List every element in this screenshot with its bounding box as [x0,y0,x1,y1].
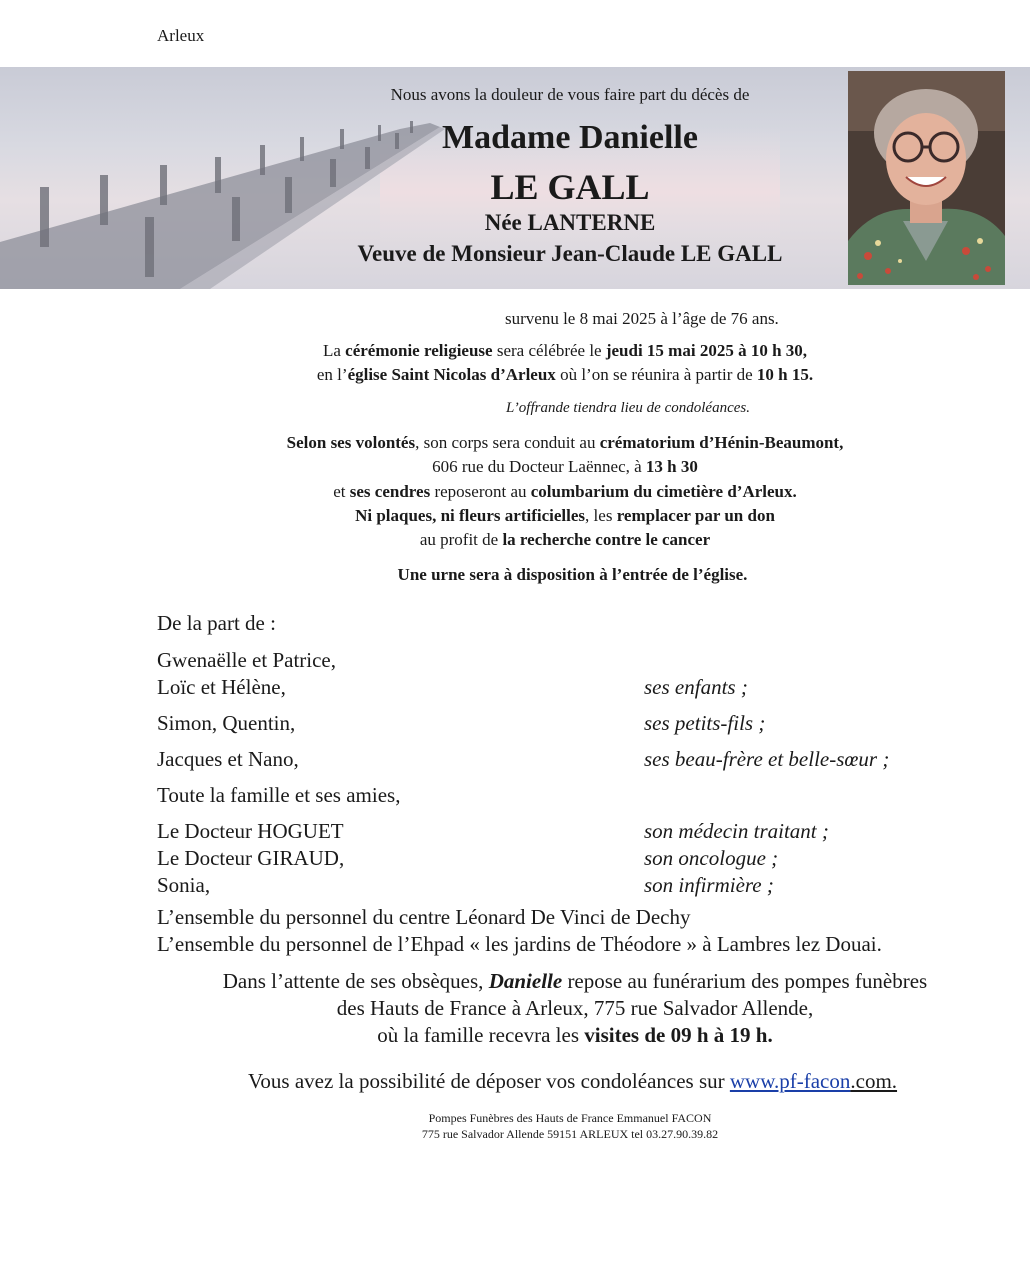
town-name: Arleux [157,26,205,45]
visits-line-2: des Hauts de France à Arleux, 775 rue Salvador Allende, [336,996,814,1020]
ashes-text-b: ses cendres [349,482,431,501]
family-name-3: Simon, Quentin, [157,711,296,735]
offering-text: L’offrande tiendra lieu de condoléances. [506,400,750,416]
family-name-5: Toute la famille et ses amies, [157,783,401,807]
visiting-hours: visites de 09 h à 19 h. [584,1023,773,1047]
columbarium-name: columbarium du cimetière d’Arleux. [530,482,797,501]
visits-text-c: repose au funérarium des pompes funèbres [562,969,928,993]
family-relation-2: ses enfants ; [644,675,748,699]
family-relation-4: ses beau-frère et belle-sœur ; [644,747,890,771]
crematorium-name: crématorium d’Hénin-Beaumont, [599,433,844,452]
deceased-name-last: LE GALL [490,167,650,207]
footer-company: Pompes Funèbres des Hauts de France Emmanuel FACON [428,1111,712,1125]
family-relation-7: son oncologue ; [644,846,779,870]
church-text-a: en l’ [316,365,348,384]
church-text-c: où l’on se réunira à partir de [555,365,757,384]
intro-text: Nous avons la douleur de vous faire part du décès de [390,85,750,104]
first-name-emphasis: Danielle [488,969,563,993]
wishes-line [150,433,980,453]
wishes-text-a: Selon ses volontés [286,433,416,452]
family-name-2: Loïc et Hélène, [157,675,286,699]
plaques-line [150,506,980,526]
urn-text: Une urne sera à disposition à l’entrée de l’église. [397,565,748,584]
footer-address: 775 rue Salvador Allende 59151 ARLEUX tel 03.27.90.39.82 [421,1127,719,1141]
portrait-photo [848,71,1005,285]
plaques-text-c: remplacer par un don [616,506,775,525]
maiden-name: Née LANTERNE [484,210,656,235]
family-name-8: Sonia, [157,873,211,897]
ceremony-text-b: cérémonie religieuse [345,341,493,360]
gathering-time: 10 h 15. [756,365,814,384]
address-line [150,457,980,477]
family-relation-6: son médecin traitant ; [644,819,829,843]
condolences-line [150,1069,995,1094]
family-name-6: Le Docteur HOGUET [157,819,344,843]
ashes-text-c: reposeront au [430,482,531,501]
family-relation-3: ses petits-fils ; [644,711,766,735]
ashes-text-a: et [333,482,350,501]
profit-line [150,530,980,550]
plaques-text-a: Ni plaques, ni fleurs artificielles [355,506,586,525]
cremation-time: 13 h 30 [645,457,698,476]
website-link[interactable]: www.pf-facon [729,1069,851,1093]
ceremony-date: jeudi 15 mai 2025 à 10 h 30, [605,341,808,360]
from-label: De la part de : [157,611,276,635]
staff-line-2: L’ensemble du personnel de l’Ehpad « les jardins de Théodore » à Lambres lez Douai. [157,932,882,956]
church-line [150,365,980,385]
address-text: 606 rue du Docteur Laënnec, à [432,457,646,476]
family-relation-8: son infirmière ; [644,873,774,897]
deceased-name-first: Madame Danielle [442,119,698,156]
website-link-suffix[interactable]: .com. [850,1069,898,1093]
visits-line-3 [160,1023,990,1048]
ashes-line [150,482,980,502]
header-banner [0,67,1030,289]
visits-line-1 [160,969,990,994]
ceremony-text-a: La [322,341,346,360]
family-name-4: Jacques et Nano, [157,747,299,771]
family-name-7: Le Docteur GIRAUD, [157,846,345,870]
wishes-text-b: , son corps sera conduit au [415,433,600,452]
widow-of: Veuve de Monsieur Jean-Claude LE GALL [357,241,783,266]
death-date-text: survenu le 8 mai 2025 à l’âge de 76 ans. [505,309,779,328]
condolences-text: Vous avez la possibilité de déposer vos condoléances sur [247,1069,730,1093]
ceremony-line [150,341,980,361]
ceremony-text-c: sera célébrée le [492,341,606,360]
family-name-1: Gwenaëlle et Patrice, [157,648,336,672]
church-name: église Saint Nicolas d’Arleux [347,365,556,384]
staff-line-1: L’ensemble du personnel du centre Léonard De Vinci de Dechy [157,905,691,929]
charity-name: la recherche contre le cancer [502,530,711,549]
visits-text-a: Dans l’attente de ses obsèques, [222,969,489,993]
profit-text-a: au profit de [419,530,503,549]
visits-text-3a: où la famille recevra les [377,1023,585,1047]
plaques-text-b: , les [585,506,617,525]
